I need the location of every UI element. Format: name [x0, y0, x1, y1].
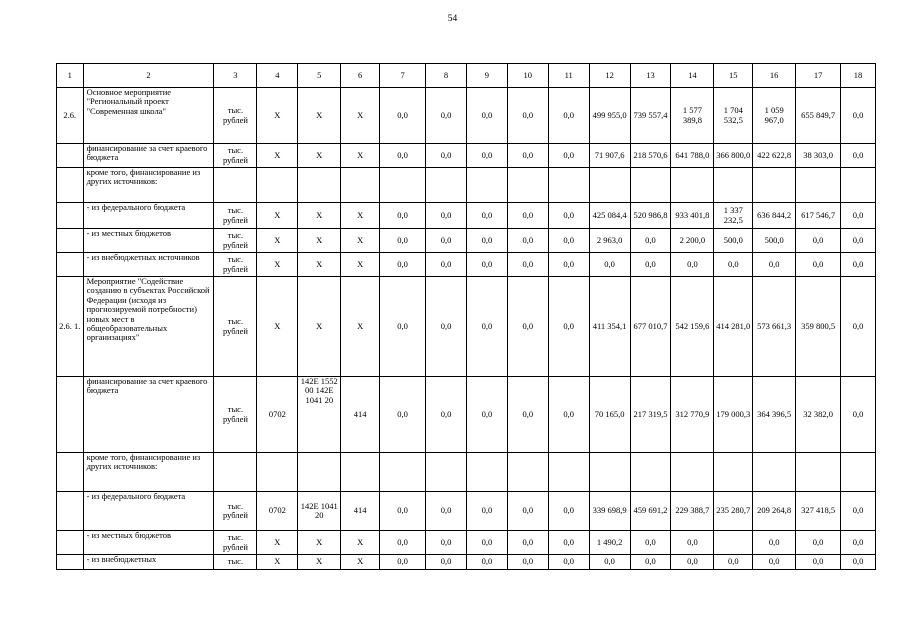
value-cell: Х — [341, 253, 380, 277]
value-cell — [380, 453, 426, 492]
value-cell: 71 907,6 — [589, 144, 630, 168]
row-number — [57, 377, 84, 453]
value-cell: 0,0 — [507, 253, 548, 277]
value-cell: 0,0 — [380, 277, 426, 377]
value-cell: 414 — [341, 377, 380, 453]
value-cell — [714, 168, 753, 203]
value-cell: 0,0 — [841, 88, 876, 144]
row-number — [57, 492, 84, 531]
value-cell: 1 337 232,5 — [714, 203, 753, 229]
value-cell: 573 661,3 — [753, 277, 796, 377]
value-cell: 0,0 — [548, 144, 589, 168]
value-cell: Х — [257, 253, 298, 277]
value-cell: 0702 — [257, 377, 298, 453]
value-cell — [466, 453, 507, 492]
value-cell: Х — [257, 229, 298, 253]
value-cell: 0,0 — [630, 229, 671, 253]
value-cell: 0,0 — [507, 229, 548, 253]
value-cell — [257, 453, 298, 492]
row-description: - из федерального бюджета — [83, 203, 214, 229]
value-cell: 0,0 — [426, 377, 467, 453]
value-cell: 933 401,8 — [671, 203, 714, 229]
value-cell: 641 788,0 — [671, 144, 714, 168]
row-description: Основное мероприятие "Региональный проект "Современная школа" — [83, 88, 214, 144]
value-cell: 0,0 — [589, 253, 630, 277]
column-header: 16 — [753, 64, 796, 88]
value-cell: 0,0 — [466, 229, 507, 253]
value-cell: 0,0 — [841, 144, 876, 168]
unit-cell: тыс. рублей — [214, 492, 257, 531]
value-cell — [426, 168, 467, 203]
column-header: 12 — [589, 64, 630, 88]
value-cell: 142Е 1041 20 — [298, 492, 341, 531]
table-row — [57, 203, 876, 229]
value-cell — [753, 453, 796, 492]
value-cell: Х — [341, 555, 380, 570]
table-row — [57, 555, 876, 570]
value-cell: Х — [257, 144, 298, 168]
value-cell — [298, 168, 341, 203]
column-header: 15 — [714, 64, 753, 88]
column-header: 7 — [380, 64, 426, 88]
value-cell: 411 354,1 — [589, 277, 630, 377]
value-cell: 542 159,6 — [671, 277, 714, 377]
table-row — [57, 492, 876, 531]
column-header: 17 — [796, 64, 841, 88]
row-description: - из местных бюджетов — [83, 531, 214, 555]
column-header: 6 — [341, 64, 380, 88]
row-number — [57, 203, 84, 229]
value-cell: 0,0 — [753, 555, 796, 570]
value-cell: 0,0 — [380, 531, 426, 555]
value-cell: 0,0 — [426, 229, 467, 253]
value-cell: 0,0 — [466, 277, 507, 377]
value-cell: 312 770,9 — [671, 377, 714, 453]
table-row — [57, 168, 876, 203]
value-cell: Х — [298, 203, 341, 229]
row-description: Мероприятие "Содействие созданию в субъектах Российской Федерации (исходя из прогнозируемой потребности) новых мест в общеобразовательных организациях" — [83, 277, 214, 377]
value-cell: 1 577 389,8 — [671, 88, 714, 144]
value-cell: 499 955,0 — [589, 88, 630, 144]
column-header: 4 — [257, 64, 298, 88]
value-cell: 0,0 — [714, 253, 753, 277]
value-cell: 520 986,8 — [630, 203, 671, 229]
value-cell: 0,0 — [841, 531, 876, 555]
value-cell — [796, 168, 841, 203]
table-row — [57, 531, 876, 555]
value-cell: 0,0 — [753, 253, 796, 277]
unit-cell: тыс. — [214, 555, 257, 570]
value-cell: 359 800,5 — [796, 277, 841, 377]
header-row — [57, 64, 876, 88]
budget-table — [56, 63, 876, 570]
value-cell: Х — [341, 277, 380, 377]
value-cell: 0,0 — [466, 88, 507, 144]
value-cell: 617 546,7 — [796, 203, 841, 229]
value-cell: 0,0 — [548, 555, 589, 570]
value-cell: 0,0 — [796, 555, 841, 570]
value-cell: 0,0 — [548, 492, 589, 531]
value-cell: 0,0 — [507, 531, 548, 555]
row-description: финансирование за счет краевого бюджета — [83, 144, 214, 168]
value-cell: 2 963,0 — [589, 229, 630, 253]
column-header: 13 — [630, 64, 671, 88]
value-cell: 459 691,2 — [630, 492, 671, 531]
value-cell: 425 084,4 — [589, 203, 630, 229]
table-row — [57, 453, 876, 492]
value-cell: 0,0 — [426, 203, 467, 229]
value-cell: 235 280,7 — [714, 492, 753, 531]
unit-cell: тыс. рублей — [214, 531, 257, 555]
value-cell: 0,0 — [796, 229, 841, 253]
unit-cell — [214, 453, 257, 492]
column-header: 2 — [83, 64, 214, 88]
page-number: 54 — [447, 14, 458, 24]
value-cell: 0,0 — [507, 555, 548, 570]
value-cell: 0,0 — [841, 555, 876, 570]
value-cell — [589, 453, 630, 492]
value-cell: 0,0 — [466, 555, 507, 570]
value-cell: Х — [298, 531, 341, 555]
column-header: 1 — [57, 64, 84, 88]
value-cell: 0,0 — [796, 531, 841, 555]
value-cell: 0,0 — [466, 492, 507, 531]
value-cell: 1 704 532,5 — [714, 88, 753, 144]
value-cell: 0,0 — [841, 253, 876, 277]
row-number — [57, 253, 84, 277]
table-row — [57, 88, 876, 144]
value-cell: 327 418,5 — [796, 492, 841, 531]
value-cell: 422 622,8 — [753, 144, 796, 168]
value-cell: 142Е 1552 00 142Е 1041 20 — [298, 377, 341, 453]
value-cell: 0,0 — [630, 253, 671, 277]
value-cell: 636 844,2 — [753, 203, 796, 229]
value-cell: Х — [257, 88, 298, 144]
value-cell: Х — [341, 144, 380, 168]
value-cell: Х — [298, 88, 341, 144]
value-cell — [341, 168, 380, 203]
value-cell: 0,0 — [507, 88, 548, 144]
value-cell — [841, 453, 876, 492]
table-row — [57, 277, 876, 377]
value-cell: Х — [298, 229, 341, 253]
value-cell — [466, 168, 507, 203]
value-cell: Х — [298, 277, 341, 377]
value-cell: 0,0 — [380, 144, 426, 168]
value-cell: 0,0 — [380, 555, 426, 570]
unit-cell: тыс. рублей — [214, 144, 257, 168]
value-cell — [507, 453, 548, 492]
value-cell: 0,0 — [380, 229, 426, 253]
value-cell: 0,0 — [548, 229, 589, 253]
value-cell: Х — [257, 531, 298, 555]
column-header: 8 — [426, 64, 467, 88]
unit-cell — [214, 168, 257, 203]
value-cell — [548, 168, 589, 203]
value-cell: 0,0 — [380, 377, 426, 453]
column-header: 18 — [841, 64, 876, 88]
value-cell: 179 000,3 — [714, 377, 753, 453]
value-cell: 0,0 — [507, 144, 548, 168]
value-cell: 0,0 — [426, 555, 467, 570]
value-cell: 414 281,0 — [714, 277, 753, 377]
value-cell: 0,0 — [548, 88, 589, 144]
value-cell: 0,0 — [671, 253, 714, 277]
value-cell: 0,0 — [466, 531, 507, 555]
value-cell: Х — [257, 555, 298, 570]
value-cell: 217 319,5 — [630, 377, 671, 453]
value-cell: 366 800,0 — [714, 144, 753, 168]
value-cell: 0,0 — [796, 253, 841, 277]
table-row — [57, 253, 876, 277]
value-cell: Х — [257, 203, 298, 229]
table-row — [57, 229, 876, 253]
value-cell: 0,0 — [466, 253, 507, 277]
value-cell: 414 — [341, 492, 380, 531]
value-cell: 0,0 — [841, 377, 876, 453]
row-description: - из федерального бюджета — [83, 492, 214, 531]
value-cell: Х — [298, 555, 341, 570]
value-cell: 0,0 — [589, 555, 630, 570]
value-cell: 0,0 — [426, 492, 467, 531]
value-cell — [753, 168, 796, 203]
column-header: 10 — [507, 64, 548, 88]
column-header: 3 — [214, 64, 257, 88]
value-cell: 0,0 — [507, 203, 548, 229]
row-description: финансирование за счет краевого бюджета — [83, 377, 214, 453]
value-cell: 0,0 — [714, 555, 753, 570]
value-cell: 0,0 — [426, 88, 467, 144]
value-cell — [796, 453, 841, 492]
value-cell — [507, 168, 548, 203]
row-description: - из местных бюджетов — [83, 229, 214, 253]
value-cell: 0,0 — [630, 531, 671, 555]
value-cell — [714, 453, 753, 492]
value-cell: Х — [341, 229, 380, 253]
column-header: 9 — [466, 64, 507, 88]
value-cell: 2 200,0 — [671, 229, 714, 253]
column-header: 14 — [671, 64, 714, 88]
value-cell: 0,0 — [841, 229, 876, 253]
value-cell — [257, 168, 298, 203]
row-description: кроме того, финансирование из других источников: — [83, 453, 214, 492]
value-cell: 0,0 — [466, 144, 507, 168]
value-cell: 0,0 — [380, 492, 426, 531]
value-cell — [589, 168, 630, 203]
value-cell — [426, 453, 467, 492]
row-number: 2.6. 1. — [57, 277, 84, 377]
value-cell: Х — [298, 144, 341, 168]
value-cell: 0,0 — [548, 531, 589, 555]
value-cell: Х — [257, 277, 298, 377]
unit-cell: тыс. рублей — [214, 203, 257, 229]
value-cell: 0,0 — [671, 555, 714, 570]
value-cell: 0,0 — [630, 555, 671, 570]
value-cell: 0,0 — [466, 203, 507, 229]
value-cell: 0,0 — [426, 144, 467, 168]
value-cell: 229 388,7 — [671, 492, 714, 531]
column-header: 5 — [298, 64, 341, 88]
value-cell: 1 490,2 — [589, 531, 630, 555]
value-cell — [380, 168, 426, 203]
value-cell: 0,0 — [548, 377, 589, 453]
row-description: кроме того, финансирование из других источников: — [83, 168, 214, 203]
value-cell: Х — [298, 253, 341, 277]
value-cell: Х — [341, 203, 380, 229]
value-cell: 70 165,0 — [589, 377, 630, 453]
unit-cell: тыс. рублей — [214, 229, 257, 253]
row-number — [57, 168, 84, 203]
value-cell — [841, 168, 876, 203]
row-description: - из внебюджетных — [83, 555, 214, 570]
value-cell: 0,0 — [380, 88, 426, 144]
row-number — [57, 229, 84, 253]
value-cell: 218 570,6 — [630, 144, 671, 168]
value-cell: 0,0 — [426, 253, 467, 277]
table-row — [57, 377, 876, 453]
row-number — [57, 555, 84, 570]
value-cell: 38 303,0 — [796, 144, 841, 168]
value-cell: 1 059 967,0 — [753, 88, 796, 144]
value-cell: 0,0 — [507, 492, 548, 531]
value-cell: 0,0 — [548, 277, 589, 377]
unit-cell: тыс. рублей — [214, 277, 257, 377]
value-cell: 0,0 — [426, 531, 467, 555]
value-cell: 0,0 — [548, 203, 589, 229]
value-cell: 500,0 — [714, 229, 753, 253]
value-cell — [714, 531, 753, 555]
value-cell: 655 849,7 — [796, 88, 841, 144]
value-cell — [298, 453, 341, 492]
value-cell — [630, 453, 671, 492]
row-number — [57, 453, 84, 492]
value-cell: 0,0 — [380, 203, 426, 229]
value-cell: Х — [341, 531, 380, 555]
value-cell: 500,0 — [753, 229, 796, 253]
unit-cell: тыс. рублей — [214, 88, 257, 144]
value-cell: 677 010,7 — [630, 277, 671, 377]
value-cell: 0,0 — [841, 277, 876, 377]
row-number: 2.6. — [57, 88, 84, 144]
unit-cell: тыс. рублей — [214, 377, 257, 453]
value-cell: 0,0 — [507, 377, 548, 453]
unit-cell: тыс. рублей — [214, 253, 257, 277]
value-cell — [671, 168, 714, 203]
row-description: - из внебюджетных источников — [83, 253, 214, 277]
value-cell — [630, 168, 671, 203]
value-cell: 0,0 — [380, 253, 426, 277]
value-cell: 739 557,4 — [630, 88, 671, 144]
value-cell — [671, 453, 714, 492]
value-cell — [341, 453, 380, 492]
table-row — [57, 144, 876, 168]
value-cell: 0,0 — [753, 531, 796, 555]
value-cell: 0702 — [257, 492, 298, 531]
value-cell: 0,0 — [466, 377, 507, 453]
column-header: 11 — [548, 64, 589, 88]
value-cell: 0,0 — [841, 492, 876, 531]
value-cell: 0,0 — [507, 277, 548, 377]
value-cell: 32 382,0 — [796, 377, 841, 453]
value-cell: 364 396,5 — [753, 377, 796, 453]
value-cell: 0,0 — [671, 531, 714, 555]
value-cell: 0,0 — [548, 253, 589, 277]
value-cell — [548, 453, 589, 492]
row-number — [57, 144, 84, 168]
value-cell: 0,0 — [426, 277, 467, 377]
value-cell: 0,0 — [841, 203, 876, 229]
row-number — [57, 531, 84, 555]
value-cell: 209 264,8 — [753, 492, 796, 531]
value-cell: 339 698,9 — [589, 492, 630, 531]
value-cell: Х — [341, 88, 380, 144]
